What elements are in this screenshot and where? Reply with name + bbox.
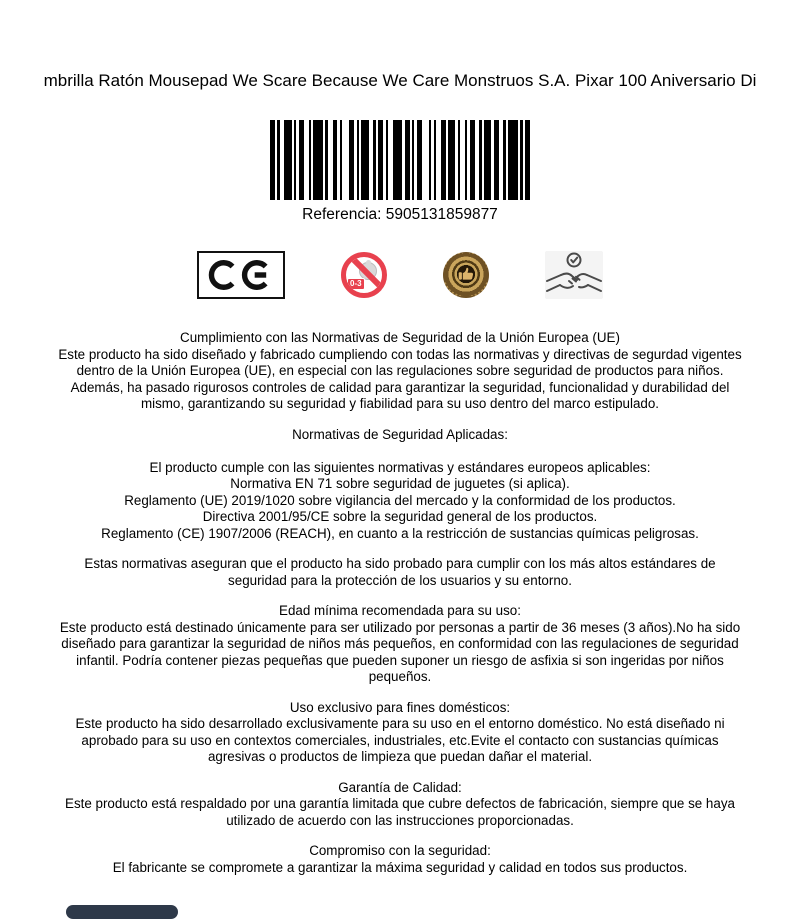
safety-sections (55, 330, 745, 876)
text-section (55, 556, 745, 589)
barcode-bar (484, 120, 491, 200)
barcode-bar (520, 120, 522, 200)
section-line: Directiva 2001/95/CE sobre la seguridad general de los productos. (202, 509, 598, 524)
barcode-bar (270, 120, 275, 200)
barcode-reference: Referencia: 5905131859877 (302, 206, 498, 223)
barcode-bar (405, 120, 410, 200)
barcode-bar (470, 120, 475, 200)
text-section (55, 700, 745, 766)
section-heading: Cumplimiento con las Normativas de Seguridad de la Unión Europea (UE) (180, 330, 620, 345)
barcode-block (0, 120, 800, 224)
barcode-bar (333, 120, 338, 200)
age-warning-0-3-icon (341, 252, 387, 298)
barcode-bar (417, 120, 422, 200)
section-line: El producto cumple con las siguientes normativas y estándares europeos aplicables: (149, 459, 651, 475)
age-range-label: 0-3 (347, 278, 365, 290)
section-heading: Normativas de Seguridad Aplicadas: (292, 426, 508, 442)
barcode-bar (357, 120, 359, 200)
barcode-bar (508, 120, 518, 200)
barcode-bar (458, 120, 460, 200)
barcode-bar (299, 120, 304, 200)
section-line: Estas normativas aseguran que el producto ha sido probado para cumplir con los más altos estándares de seguridad para la protección de los usuarios y su entorno. (84, 556, 716, 588)
section-line: Reglamento (CE) 1907/2006 (REACH), en cuanto a la restricción de sustancias químicas peligrosas. (101, 525, 699, 541)
barcode-bar (441, 120, 446, 200)
barcode-bar (378, 120, 383, 200)
text-section (55, 603, 745, 686)
text-section (55, 780, 745, 830)
section-heading: Garantía de Calidad: (338, 779, 462, 795)
barcode-bar (465, 120, 467, 200)
barcode-bar (479, 120, 481, 200)
quality-seal-icon (443, 252, 489, 298)
page-title-wrap (0, 0, 800, 92)
barcode-bar (412, 120, 414, 200)
barcode (270, 120, 530, 200)
barcode-bar (349, 120, 354, 200)
page-title: mbrilla Ratón Mousepad We Scare Because We Care Monstruos S.A. Pixar 100 Aniversario Di (43, 71, 757, 90)
barcode-bar (373, 120, 375, 200)
section-heading: Compromiso con la seguridad: (309, 843, 491, 858)
barcode-bar (503, 120, 505, 200)
barcode-bar (434, 120, 436, 200)
section-line: Este producto está destinado únicamente para ser utilizado por personas a partir de 36 meses (3 años).No ha sido diseñado para garantizar la seguridad de niños más pequeños, en conformidad con las regulaciones de seguridad infantil. Podría contener piezas pequeñas que pueden suponer un riesgo de asfixia si son ingeridas por niños pequeños. (59, 619, 741, 684)
text-section (55, 427, 745, 543)
footer-bar (66, 905, 178, 919)
barcode-bar (309, 120, 311, 200)
section-heading: Uso exclusivo para fines domésticos: (289, 699, 511, 715)
section-line: Normativa EN 71 sobre seguridad de juguetes (si aplica). (230, 476, 570, 491)
barcode-bar (325, 120, 327, 200)
section-line: Este producto ha sido diseñado y fabricado cumpliendo con todas las normativas y directivas de segurdad vigentes dentro de la Unión Europea (UE), en especial con las regulaciones sobre seguridad de productos para niños. Además, ha pasado rigurosos controles de calidad para garantizar la seguridad, funcionalidad y durabilidad del mismo, garantizando su seguridad y fiabilidad para su uso dentro del marco estipulado. (58, 346, 742, 411)
barcode-bar (448, 120, 455, 200)
section-line: Este producto está respaldado por una garantía limitada que cubre defectos de fabricación, siempre que se haya utilizado de acuerdo con las instrucciones proporcionadas. (65, 796, 735, 828)
handshake-guarantee-icon (545, 251, 603, 299)
barcode-bar (294, 120, 296, 200)
section-line: El fabricante se compromete a garantizar la máxima seguridad y calidad en todos sus productos. (112, 859, 688, 875)
section-heading: Edad mínima recomendada para su uso: (279, 603, 521, 618)
section-line: Reglamento (UE) 2019/1020 sobre vigilancia del mercado y la conformidad de los productos. (124, 492, 676, 508)
barcode-bar (340, 120, 342, 200)
barcode-bar (284, 120, 291, 200)
certification-icons-row (0, 250, 800, 300)
barcode-bar (277, 120, 279, 200)
barcode-bar (494, 120, 499, 200)
barcode-bar (429, 120, 431, 200)
text-section (55, 843, 745, 876)
barcode-bar (525, 120, 530, 200)
barcode-bar (361, 120, 368, 200)
section-line: Este producto ha sido desarrollado exclusivamente para su uso en el entorno doméstico. No está diseñado ni aprobado para su uso en contextos comerciales, industriales, etc.Evite el contacto con sustancias químicas agresivas o productos de limpieza que puedan dañar el material. (75, 716, 725, 764)
barcode-bar (313, 120, 323, 200)
text-section (55, 330, 745, 413)
ce-mark-icon (197, 251, 285, 299)
barcode-bar (386, 120, 388, 200)
barcode-bar (393, 120, 403, 200)
